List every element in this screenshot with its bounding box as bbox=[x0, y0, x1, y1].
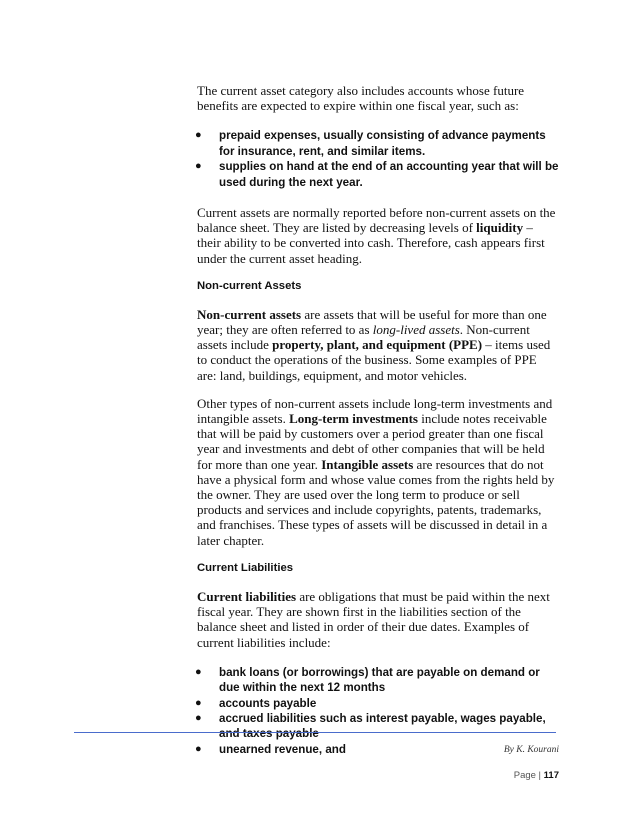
bullet-icon: ● bbox=[195, 696, 202, 709]
liabilities-bullet-list bbox=[197, 665, 559, 757]
author-credit: By K. Kourani bbox=[503, 745, 559, 755]
current-assets-paragraph: Current assets are normally reported before non-current assets on the balance sheet. They are listed by decreasing levels of liquidity – their ability to be converted into cash. Therefore, cash appears first under the current asset heading. bbox=[197, 205, 556, 266]
liquidity-term: liquidity bbox=[476, 220, 524, 236]
bullet-icon: ● bbox=[195, 129, 202, 142]
list-item: ● accrued liabilities such as interest payable, wages payable, and taxes payable bbox=[195, 711, 546, 741]
bullet-icon: ● bbox=[195, 742, 202, 755]
current-liabilities-heading: Current Liabilities bbox=[197, 561, 294, 574]
intro-paragraph: The current asset category also includes accounts whose future benefits are expected to expire within one fiscal year, such as: bbox=[197, 83, 525, 114]
footer-divider bbox=[74, 732, 556, 733]
list-item: ● supplies on hand at the end of an accounting year that will be used during the next year. bbox=[195, 160, 559, 189]
list-item: ● unearned revenue, and bbox=[195, 742, 346, 756]
bullet-icon: ● bbox=[195, 711, 202, 724]
prepaid-bullet-list bbox=[197, 128, 559, 190]
list-item: ● bank loans (or borrowings) that are payable on demand or due within the next 12 months bbox=[195, 665, 540, 695]
page-content bbox=[197, 83, 559, 757]
noncurrent-assets-paragraph: Non-current assets are assets that will be useful for more than one year; they are often referred to as long-lived assets. Non-current assets include property, plant, and equipment (PPE) – items used to conduct the operations of the business. Some examples of PPE are: land, buildings, equipment, and motor vehicles. bbox=[197, 306, 551, 383]
list-item: ● prepaid expenses, usually consisting of advance payments for insurance, rent, and similar items. bbox=[195, 129, 546, 158]
list-item: ● accounts payable bbox=[195, 696, 317, 710]
bullet-icon: ● bbox=[195, 160, 202, 173]
bullet-icon: ● bbox=[195, 665, 202, 678]
noncurrent-assets-heading: Non-current Assets bbox=[197, 279, 302, 292]
other-noncurrent-paragraph: Other types of non-current assets include long-term investments and intangible assets. Long-term investments include notes receivable that will be paid by customers over a period greater than one fiscal year and investments and debt of other companies that will be held for more than one year. Intangible assets are resources that do not have a physical form and whose value comes from the rights held by the owner. They are used over the long term to produce or sell products and services and include copyrights, patents, trademarks, and franchises. These types of assets will be discussed in detail in a later chapter. bbox=[197, 395, 555, 548]
page-number: Page | 117 bbox=[513, 770, 559, 781]
current-liabilities-paragraph: Current liabilities are obligations that must be paid within the next fiscal year. They are shown first in the liabilities section of the balance sheet and listed in order of their due dates. Examples of current liabilities include: bbox=[197, 588, 550, 650]
